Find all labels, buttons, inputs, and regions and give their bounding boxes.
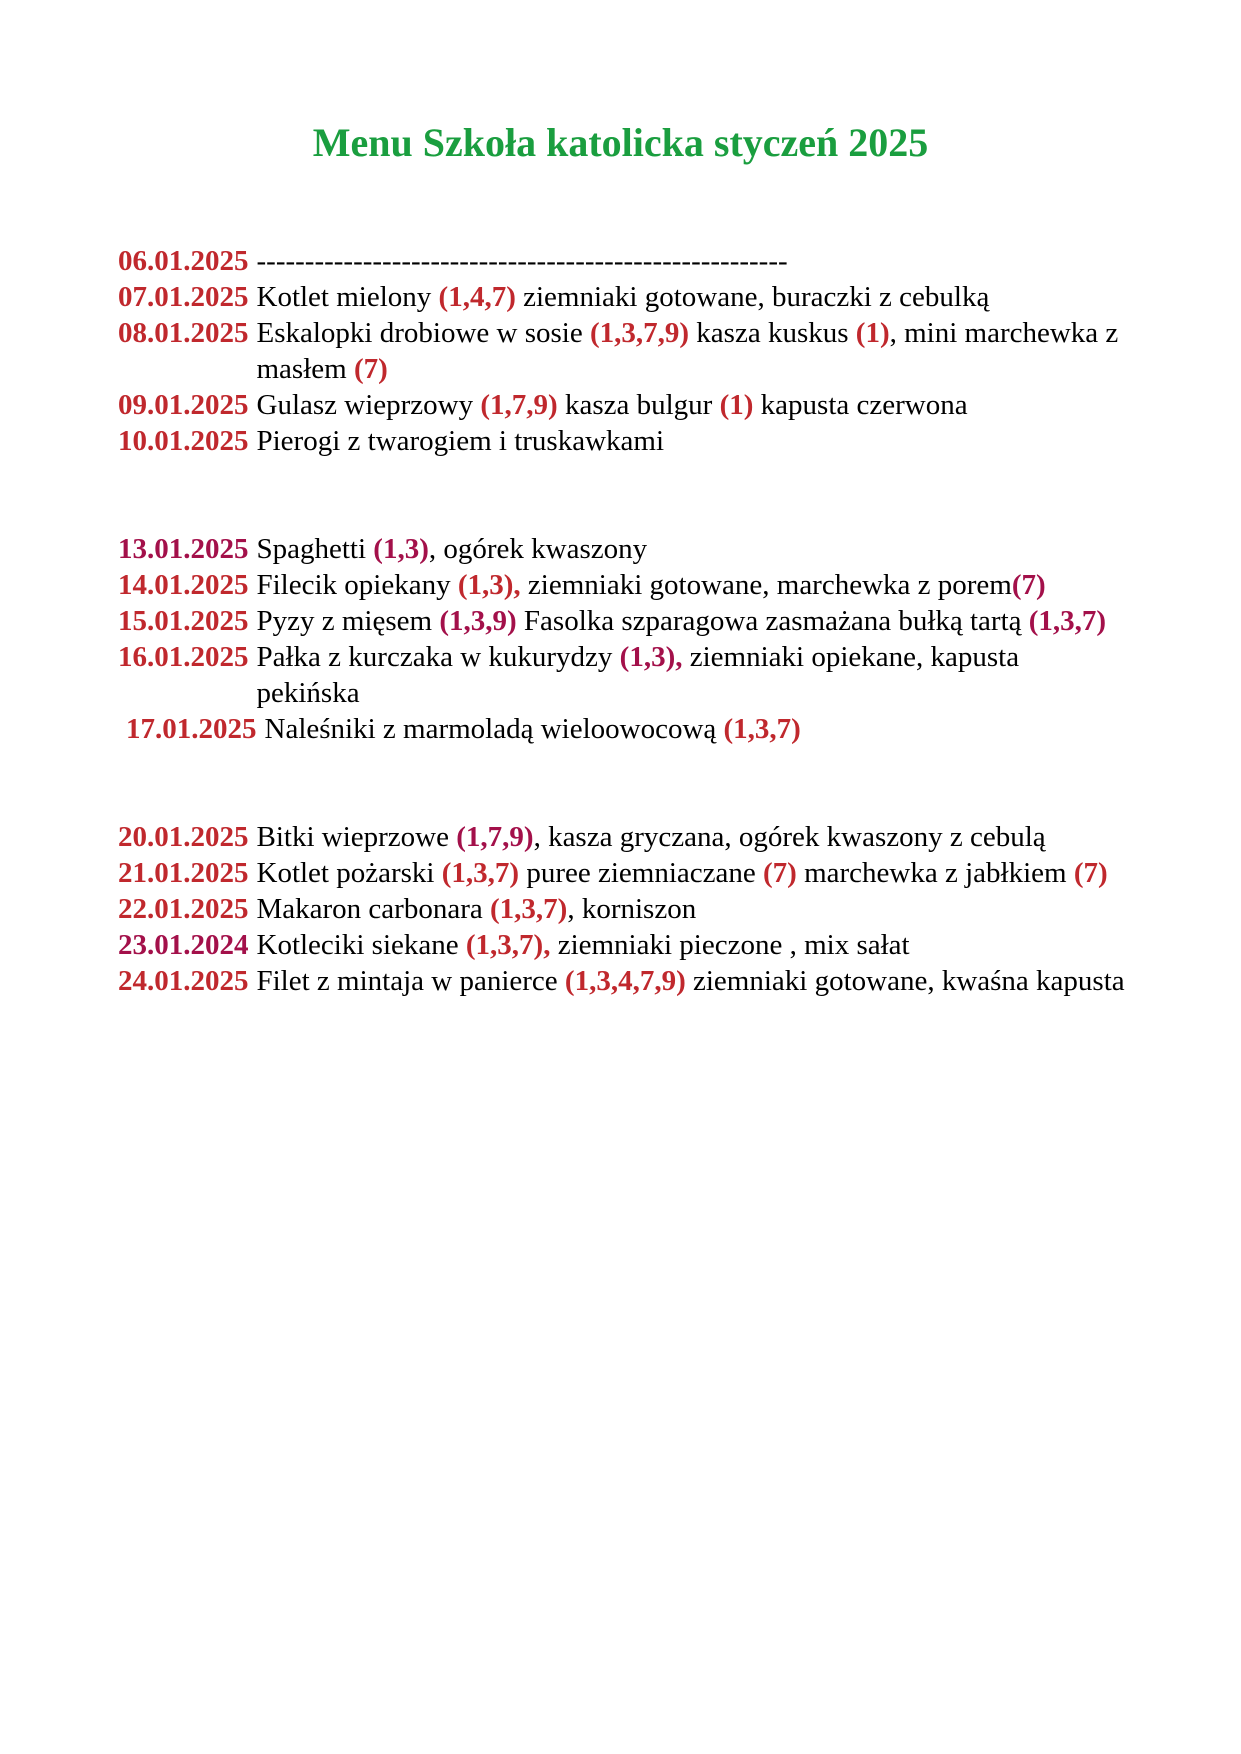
allergen-codes: (1) — [855, 317, 890, 349]
entry-dish — [257, 711, 1129, 747]
dish-text: ------------------------------------------------------- — [256, 245, 788, 277]
entry-dish — [249, 639, 1129, 711]
menu-entry — [118, 531, 1128, 567]
dish-text: ziemniaki gotowane, buraczki z cebulką — [515, 281, 990, 313]
dish-text: ziemniaki gotowane, kwaśna kapusta — [685, 965, 1125, 997]
entry-dish — [249, 531, 1129, 567]
allergen-codes: (1,3), — [619, 641, 683, 673]
menu-entry — [118, 639, 1128, 711]
allergen-codes: (1,3,7), — [465, 929, 551, 961]
week-block — [118, 243, 1128, 459]
dish-text: Spaghetti — [256, 533, 374, 565]
dish-text: , mini marchewka z masłem — [256, 317, 1119, 385]
entry-dish — [249, 855, 1129, 891]
entry-date: 14.01.2025 — [118, 569, 249, 601]
dish-text: Kotleciki siekane — [256, 929, 466, 961]
allergen-codes: (1,3,4,7,9) — [564, 965, 686, 997]
entry-date: 08.01.2025 — [118, 317, 249, 349]
entry-date: 21.01.2025 — [118, 857, 249, 889]
allergen-codes: (1,7,9) — [456, 821, 534, 853]
allergen-codes: (1,3), — [457, 569, 521, 601]
menu-entry — [118, 315, 1128, 387]
allergen-codes: (1,3) — [373, 533, 429, 565]
dish-text: kapusta czerwona — [753, 389, 968, 421]
dish-text: Pałka z kurczaka w kukurydzy — [256, 641, 620, 673]
entry-date: 09.01.2025 — [118, 389, 249, 421]
dish-text: Naleśniki z marmoladą wieloowocową — [264, 713, 724, 745]
entry-date: 16.01.2025 — [118, 641, 249, 673]
dish-text: Fasolka szparagowa zasmażana bułką tartą — [516, 605, 1029, 637]
menu-entry — [118, 567, 1128, 603]
allergen-codes: (1,4,7) — [438, 281, 516, 313]
allergen-codes: (7) — [763, 857, 797, 889]
dish-text: , korniszon — [567, 893, 697, 925]
dish-text: kasza bulgur — [557, 389, 720, 421]
week-block — [118, 819, 1128, 999]
allergen-codes: (1,3,7) — [723, 713, 801, 745]
entry-date: 20.01.2025 — [118, 821, 249, 853]
dish-text: puree ziemniaczane — [519, 857, 763, 889]
dish-text: Eskalopki drobiowe w sosie — [256, 317, 590, 349]
entry-date: 22.01.2025 — [118, 893, 249, 925]
dish-text: kasza kuskus — [689, 317, 856, 349]
week-separator — [118, 747, 1128, 819]
entry-date: 06.01.2025 — [118, 245, 249, 277]
menu-entry — [118, 603, 1128, 639]
dish-text: Pierogi z twarogiem i truskawkami — [256, 425, 665, 457]
allergen-codes: (7) — [1011, 569, 1046, 601]
entry-dish — [249, 963, 1129, 999]
menu-entry — [118, 279, 1128, 315]
dish-text: Makaron carbonara — [256, 893, 490, 925]
entry-dish — [249, 315, 1129, 387]
page-title: Menu Szkoła katolicka styczeń 2025 — [312, 120, 929, 165]
allergen-codes: (7) — [1073, 857, 1108, 889]
menu-entry — [118, 387, 1128, 423]
entry-dish — [249, 243, 1129, 279]
menu-entry — [118, 963, 1128, 999]
dish-text: Filecik opiekany — [256, 569, 458, 601]
entry-date: 24.01.2025 — [118, 965, 249, 997]
dish-text: , kasza gryczana, ogórek kwaszony z cebulą — [533, 821, 1046, 853]
week-separator — [118, 459, 1128, 531]
menu-entry — [118, 927, 1128, 963]
entry-dish — [249, 567, 1129, 603]
entry-dish — [249, 387, 1129, 423]
menu-entry — [118, 423, 1128, 459]
menu-entry — [118, 819, 1128, 855]
entry-date: 17.01.2025 — [126, 713, 257, 745]
entry-date: 15.01.2025 — [118, 605, 249, 637]
menu-list — [118, 243, 1128, 999]
allergen-codes: (7) — [353, 353, 388, 385]
allergen-codes: (1) — [719, 389, 754, 421]
menu-entry — [118, 891, 1128, 927]
dish-text: Filet z mintaja w panierce — [256, 965, 565, 997]
entry-dish — [249, 423, 1129, 459]
entry-dish — [249, 891, 1129, 927]
dish-text: ziemniaki pieczone , mix sałat — [550, 929, 910, 961]
allergen-codes: (1,3,7) — [441, 857, 520, 889]
entry-dish — [249, 927, 1129, 963]
allergen-codes: (1,3,7,9) — [589, 317, 690, 349]
entry-dish — [249, 819, 1129, 855]
dish-text: Kotlet mielony — [256, 281, 439, 313]
allergen-codes: (1,3,7) — [1028, 605, 1107, 637]
allergen-codes: (1,3,7) — [490, 893, 568, 925]
menu-entry — [118, 243, 1128, 279]
dish-text: Pyzy z mięsem — [256, 605, 440, 637]
dish-text: Gulasz wieprzowy — [256, 389, 481, 421]
week-block — [118, 531, 1128, 747]
entry-date: 23.01.2024 — [118, 929, 249, 961]
dish-text: ziemniaki opiekane, kapusta pekińska — [256, 641, 1020, 709]
dish-text: , ogórek kwaszony — [428, 533, 648, 565]
allergen-codes: (1,3,9) — [439, 605, 517, 637]
menu-entry — [118, 855, 1128, 891]
allergen-codes: (1,7,9) — [480, 389, 558, 421]
dish-text: ziemniaki gotowane, marchewka z porem — [520, 569, 1012, 601]
entry-dish — [249, 603, 1129, 639]
entry-dish — [249, 279, 1129, 315]
dish-text: marchewka z jabłkiem — [796, 857, 1074, 889]
entry-date: 07.01.2025 — [118, 281, 249, 313]
dish-text: Bitki wieprzowe — [256, 821, 457, 853]
entry-date: 10.01.2025 — [118, 425, 249, 457]
dish-text: Kotlet pożarski — [256, 857, 442, 889]
entry-date: 13.01.2025 — [118, 533, 249, 565]
menu-entry — [118, 711, 1128, 747]
